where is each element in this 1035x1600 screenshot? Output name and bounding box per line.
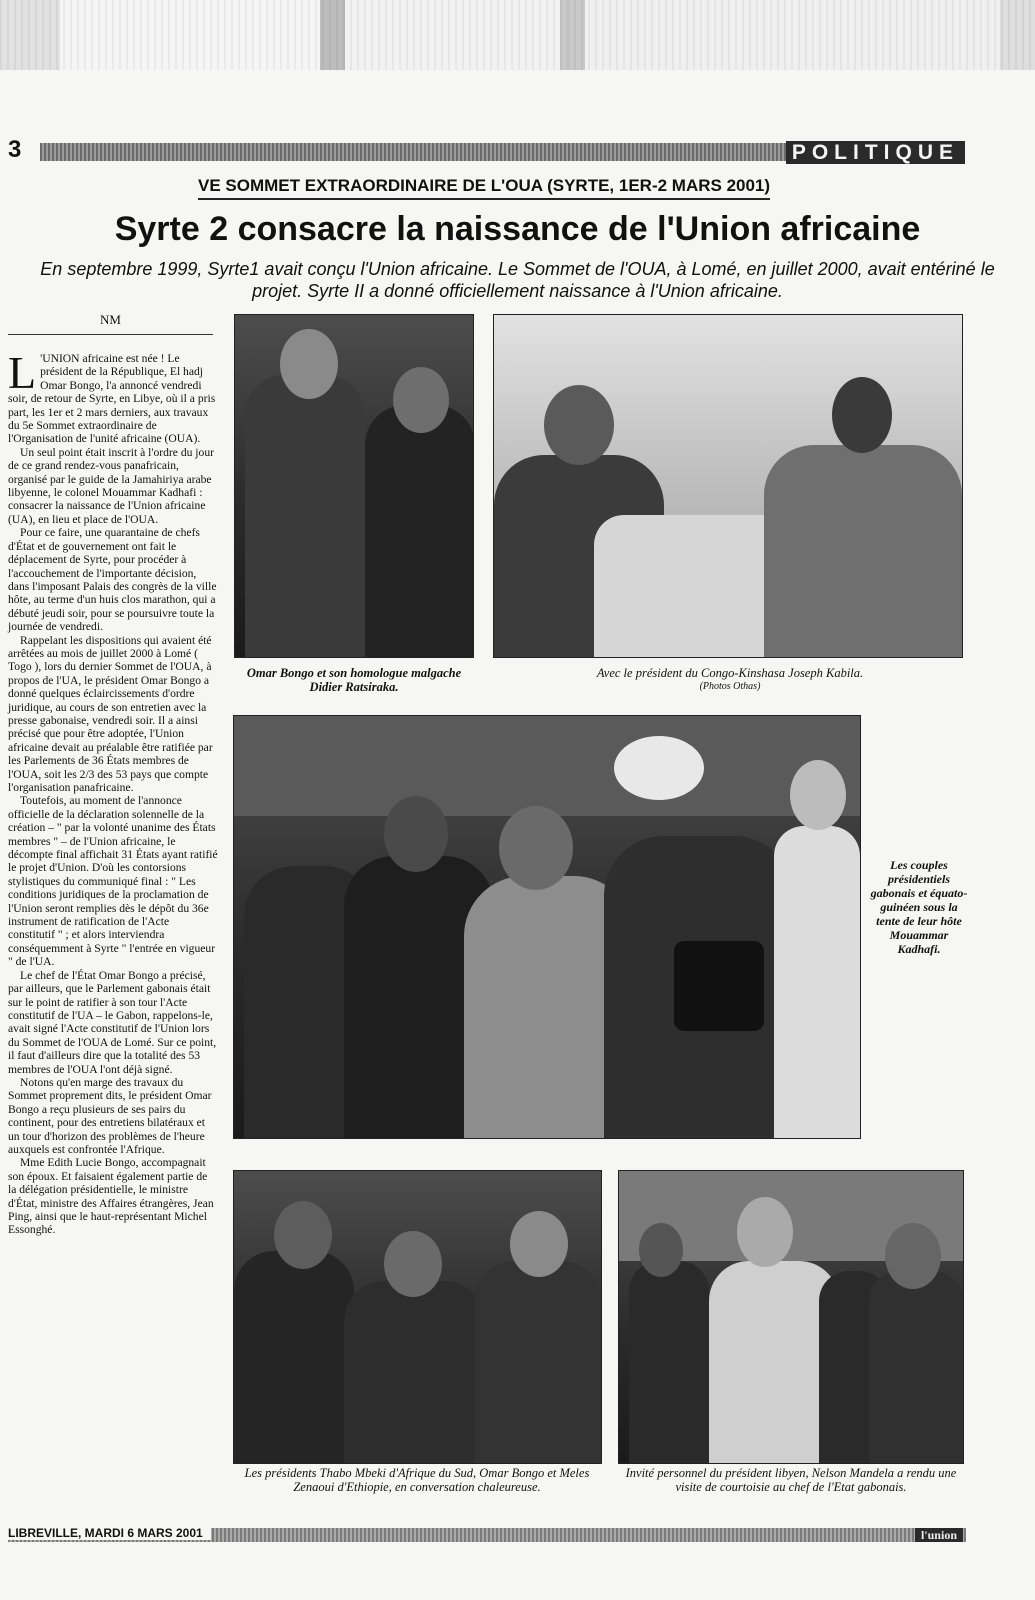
photo-mandela-bongo bbox=[618, 1170, 964, 1464]
photo-bongo-ratsiraka bbox=[234, 314, 474, 658]
photo-caption: Avec le président du Congo-Kinshasa Joseph Kabila. (Photos Othas) bbox=[540, 666, 920, 694]
kicker: VE SOMMET EXTRAORDINAIRE DE L'OUA (SYRTE, 1ER-2 MARS 2001) bbox=[198, 176, 770, 200]
photo-caption: Les couples présidentiels gabonais et équato-guinéen sous la tente de leur hôte Mouammar Kadhafi. bbox=[870, 858, 968, 956]
headline: Syrte 2 consacre la naissance de l'Union africaine bbox=[114, 210, 921, 248]
photo-credit: (Photos Othas) bbox=[699, 681, 761, 692]
article-paragraph: Mme Edith Lucie Bongo, accompagnait son époux. Et faisaient également partie de la délégation présidentielle, le ministre d'État, ministre des Affaires étrangères, Jean Ping, ainsi que le haut-représentant Michel Essonghé. bbox=[8, 1156, 214, 1237]
photo-presidential-couples bbox=[233, 715, 861, 1139]
scan-edge bbox=[0, 0, 1035, 70]
article-paragraph: Pour ce faire, une quarantaine de chefs d'État et de gouvernement ont fait le déplacement de Syrte, pour procéder à l'accouchement de l'importante décision, dans l'imposant Palais des congrès de la ville hôte, au terme d'un huis clos marathon, qui a débuté jeudi soir, pour se poursuivre toute la journée de vendredi. bbox=[8, 526, 217, 634]
photo-caption: Les présidents Thabo Mbeki d'Afrique du Sud, Omar Bongo et Meles Zenaoui d'Ethiopie, en conversation chaleureuse. bbox=[244, 1466, 590, 1494]
article-paragraph: Toutefois, au moment de l'annonce officielle de la déclaration solennelle de la création – " par la volonté unanime des États membres " – de l'Union africaine, le décompte final affichait 31 États ayant ratifié le projet d'Union. D'où les contorsions stylistiques du communiqué final : " Les conditions juridiques de la proclamation de l'Union seront remplies dès le dépôt du 36e instrument de ratification de l'Acte constitutif " ; et alors interviendra conséquemment à Syrte " l'entrée en vigueur " de l'UA. bbox=[8, 794, 218, 969]
article-paragraph: Rappelant les dispositions qui avaient été arrêtées au mois de juillet 2000 à Lomé ( Togo ), lors du dernier Sommet de l'OUA, à propos de l'UA, le président Omar Bongo a donné quelques éclaircissements d'ordre juridique, au cours de son entretien avec la presse gabonaise, vendredi soir. Il a ainsi précisé que pour être adoptée, l'Union africaine devait au préalable être ratifiée par les Parlements de 36 États membres de l'OUA, soit les 2/3 des 53 pays que compte l'organisation panafricaine. bbox=[8, 633, 213, 794]
article-paragraph: Un seul point était inscrit à l'ordre du jour de ce grand rendez-vous panafricain, organisé par le guide de la Jamahiriya arabe libyenne, le colonel Mouammar Kadhafi : consacrer la naissance de l'Union africaine (UA), en lieu et place de l'OUA. bbox=[8, 445, 214, 526]
page-number: 3 bbox=[8, 136, 22, 163]
article-paragraph: Notons qu'en marge des travaux du Sommet proprement dits, le président Omar Bongo a reçu plusieurs de ses pairs du continent, pour des entretiens bilatéraux et un tour d'horizon des problèmes de l'heure auxquels est confrontée l'Afrique. bbox=[8, 1075, 212, 1156]
standfirst: En septembre 1999, Syrte1 avait conçu l'Union africaine. Le Sommet de l'OUA, à Lomé, en juillet 2000, avait entériné le projet. Syrte II a donné officiellement naissance à l'Union africaine. bbox=[40, 259, 995, 301]
footer-dateline: LIBREVILLE, MARDI 6 MARS 2001 bbox=[8, 1526, 211, 1540]
article-paragraph: L 'UNION africaine est née ! Le président de la République, El hadj Omar Bongo, l'a annoncé vendredi soir, de retour de Syrte, en Libye, où il a pris part, les 1er et 2 mars derniers, aux travaux du 5e Sommet extraordinaire de l'Organisation de l'unité africaine (OUA). bbox=[8, 347, 216, 446]
section-label: POLITIQUE bbox=[786, 141, 965, 164]
photo-bongo-kabila bbox=[493, 314, 963, 658]
drop-cap: L bbox=[8, 347, 37, 398]
photo-caption: Omar Bongo et son homologue malgache Didier Ratsiraka. bbox=[246, 666, 462, 694]
photo-caption: Invité personnel du président libyen, Nelson Mandela a rendu une visite de courtoisie au chef de l'Etat gabonais. bbox=[625, 1466, 957, 1494]
article-paragraph: Le chef de l'État Omar Bongo a précisé, par ailleurs, que le Parlement gabonais était sur le point de ratifier à son tour l'Acte constitutif de l'UA – le Gabon, rappelons-le, avait signé l'Acte constitutif de l'Union lors du Sommet de l'OUA de Lomé. Sur ce point, il faut d'ailleurs dire que la totalité des 53 membres de l'OUA l'ont déjà signé. bbox=[8, 968, 217, 1076]
byline: NM bbox=[8, 312, 213, 335]
article-body bbox=[8, 347, 218, 1237]
footer-brand: l'union bbox=[915, 1528, 963, 1542]
photo-mbeki-bongo-zenaoui bbox=[233, 1170, 602, 1464]
